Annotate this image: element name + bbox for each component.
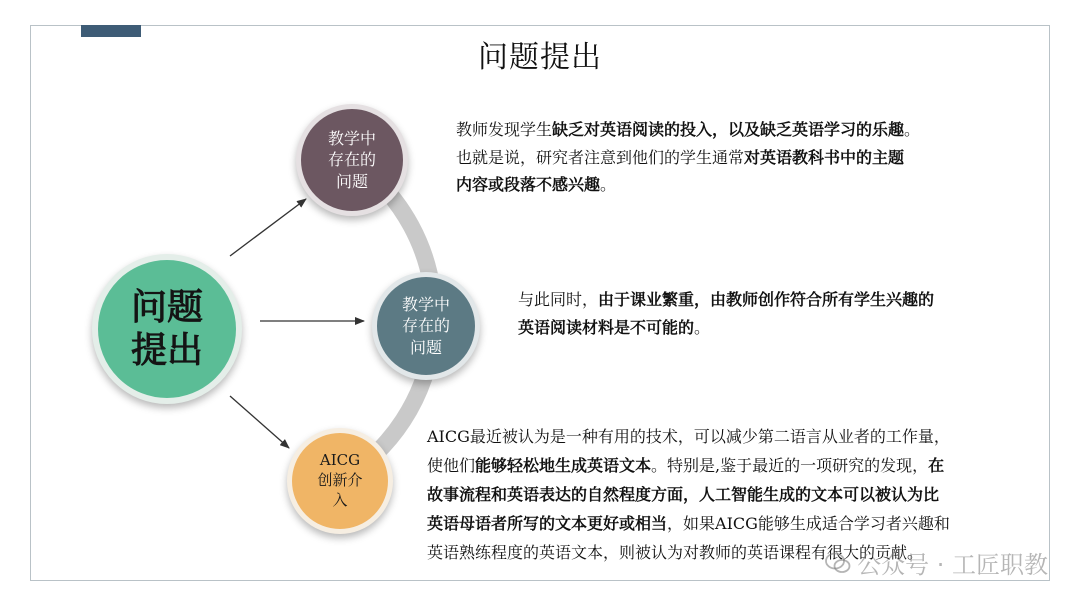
bold-text-segment: 在 [928, 456, 945, 476]
paragraph-workload [518, 286, 1018, 341]
center-node [92, 254, 242, 404]
text-segment: 。 [600, 175, 617, 195]
node-2-label: 教学中 存在的 问题 [401, 295, 450, 357]
node-1-label: 教学中 存在的 问题 [327, 129, 376, 191]
bold-text-segment: 缺乏对英语阅读的投入，以及缺乏英语学习的乐趣 [552, 120, 905, 139]
node-aicg-intervention [287, 428, 393, 534]
bold-text-segment: 内容或段落不感兴趣 [456, 175, 601, 195]
slide-title: 问题提出 [478, 40, 602, 75]
text-segment: 使他们 [427, 456, 476, 476]
text-segment: 。 [904, 120, 921, 139]
text-segment: 教师发现学生 [456, 120, 553, 139]
bold-text-segment: 故事流程和英语表达的自然程度方面，人工智能生成的文本可以被认为比 [427, 485, 940, 505]
wechat-icon [825, 552, 851, 574]
bold-text-segment: 对英语教科书中的主题 [744, 147, 905, 167]
watermark-text: 公众号 · 工匠职教 [857, 551, 1048, 579]
text-segment: 。 [694, 317, 711, 337]
bold-text-segment: 能够轻松地生成英语文本 [475, 456, 652, 476]
text-segment: 与此同时， [518, 290, 599, 309]
node-teaching-problem-2 [372, 272, 480, 380]
bold-text-segment: 英语母语者所写的文本更好或相当 [427, 514, 668, 534]
text-segment: 英语熟练程度的英语文本，则被认为对教师的英语课程有很大的贡献。 [427, 543, 924, 563]
bold-text-segment: 英语阅读材料是不可能的 [518, 317, 695, 337]
node-3-label: AICG 创新介 入 [317, 451, 363, 509]
bold-text-segment: 由于课业繁重，由教师创作符合所有学生兴趣的 [598, 290, 935, 309]
arrow-to-node-3 [230, 396, 289, 448]
text-segment: AICG最近被认为是一种有用的技术，可以减少第二语言从业者的工作量， [427, 427, 950, 446]
text-segment: ，如果AICG能够生成适合学习者兴趣和 [667, 514, 950, 534]
node-teaching-problem-1 [296, 104, 408, 216]
watermark [825, 545, 1048, 580]
text-segment: 。特别是,鉴于最近的一项研究的发现， [651, 456, 929, 476]
arrow-to-node-1 [230, 199, 306, 256]
center-node-label: 问题 提出 [130, 285, 203, 371]
paragraph-engagement [456, 116, 996, 199]
text-segment: 也就是说，研究者注意到他们的学生通常 [456, 147, 745, 167]
